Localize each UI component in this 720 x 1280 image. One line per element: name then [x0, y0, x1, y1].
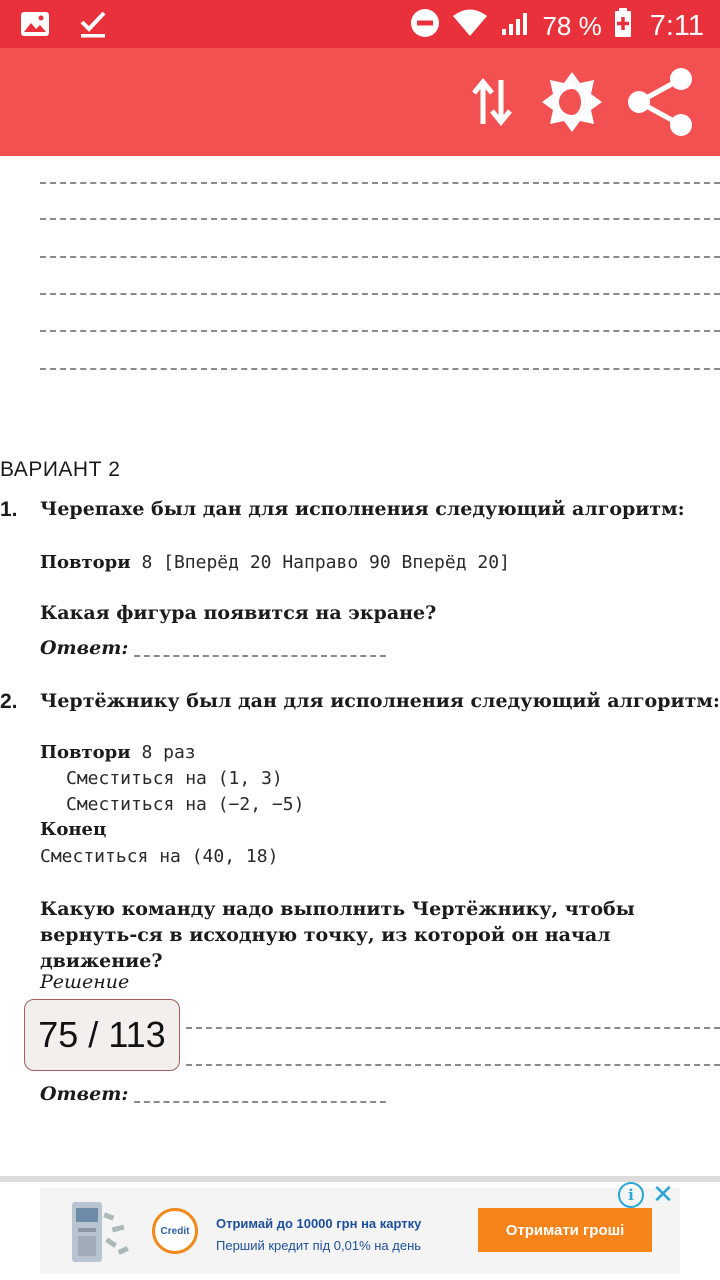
writing-line	[40, 182, 720, 184]
question-1-text: Черепахе был дан для исполнения следующий алгоритм:	[40, 498, 685, 520]
writing-line	[40, 256, 720, 258]
page-indicator: 75 / 113	[24, 999, 180, 1071]
ad-content[interactable]	[40, 1178, 680, 1274]
atm-image	[62, 1196, 138, 1268]
question-2-prompt: Какую команду надо выполнить Чертёжнику, чтобы вернуть-ся в исходную точку, из которой он начал движение?	[40, 898, 635, 972]
wifi-icon	[452, 9, 488, 44]
solution-label: Решение	[40, 971, 130, 993]
writing-line	[40, 330, 720, 332]
question-1-prompt: Какая фигура появится на экране?	[40, 602, 437, 624]
download-done-icon	[80, 10, 106, 43]
variant-title: ВАРИАНТ 2	[0, 458, 121, 481]
ad-close-icon[interactable]: ✕	[652, 1178, 674, 1209]
answer-line	[134, 1101, 386, 1103]
code-text: 8 раз	[130, 742, 196, 763]
code-keyword: Конец	[40, 819, 107, 840]
question-2-number: 2.	[0, 690, 18, 713]
question-2-code-line-3: Сместиться на (−2, −5)	[66, 794, 305, 815]
ad-banner[interactable]	[0, 1178, 720, 1280]
answer-label: Ответ:	[40, 1083, 129, 1105]
question-2-code-line-2: Сместиться на (1, 3)	[66, 768, 283, 789]
do-not-disturb-icon	[410, 8, 440, 45]
gallery-icon	[20, 11, 50, 42]
question-1-number: 1.	[0, 498, 18, 521]
app-toolbar	[0, 48, 720, 156]
ad-headline: Отримай до 10000 грн на картку	[216, 1216, 422, 1231]
code-keyword: Повтори	[40, 552, 131, 573]
writing-line	[186, 1027, 720, 1029]
question-1-code	[40, 552, 510, 573]
question-2-text: Чертёжнику был дан для исполнения следующий алгоритм:	[40, 690, 720, 712]
ad-subline: Перший кредит під 0,01% на день	[216, 1238, 422, 1253]
question-2-code-line-1	[40, 742, 196, 763]
battery-percent: 78 %	[542, 11, 602, 41]
credit-logo: Credit	[152, 1208, 198, 1254]
status-bar	[0, 0, 720, 48]
question-2-code-line-4	[40, 819, 106, 840]
clock: 7:11	[649, 10, 704, 42]
sort-arrows-icon[interactable]	[456, 66, 528, 138]
writing-line	[40, 293, 720, 295]
writing-line	[40, 368, 720, 370]
code-keyword: Повтори	[40, 742, 131, 763]
question-2-code-line-5: Сместиться на (40, 18)	[40, 846, 279, 867]
answer-label: Ответ:	[40, 637, 129, 659]
battery-charging-icon	[614, 8, 632, 45]
brightness-icon[interactable]	[536, 66, 608, 138]
answer-line	[134, 655, 386, 657]
signal-icon	[500, 10, 530, 43]
share-icon[interactable]	[624, 66, 696, 138]
code-text: 8 [Вперёд 20 Направо 90 Вперёд 20]	[130, 552, 510, 573]
ad-cta-button[interactable]: Отримати гроші	[478, 1208, 652, 1252]
writing-line	[186, 1064, 720, 1066]
writing-line	[40, 218, 720, 220]
ad-info-icon[interactable]: i	[618, 1182, 644, 1208]
